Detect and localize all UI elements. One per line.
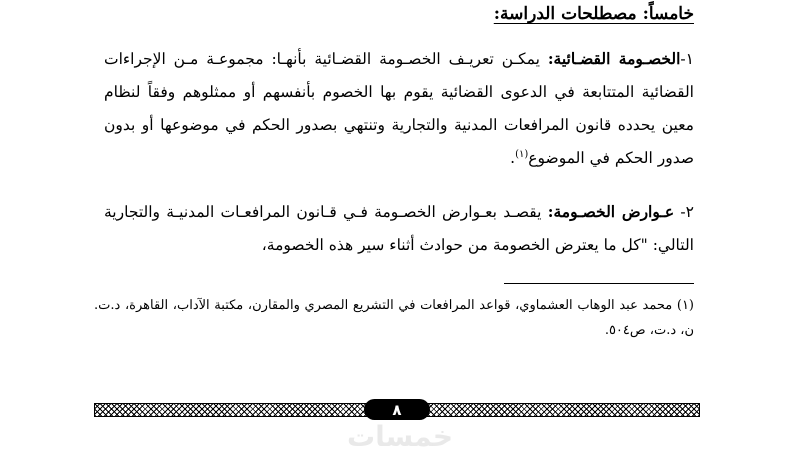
definition-litigation	[104, 42, 694, 175]
term-incidents: عـوارض الخصـومة:	[547, 202, 675, 221]
item-number: ٢-	[674, 203, 694, 221]
footnote-separator	[504, 283, 694, 284]
definition-text: يمكـن تعريـف الخصـومة القضـائية بأنهـا: مجموعـة مـن الإجراءات القضائية المتتابعة في الدعوى القضائية يقوم بها الخصوم بأنفسهم أو ممثلوهم وفقاً لنظام معين يحدده قانون المرافعات المدنية والتجارية وتنتهي بصدور الحكم في موضوعها أو بدون صدور الحكم في الموضوع	[104, 50, 694, 167]
section-heading: خامساً: مصطلحات الدراسة:	[493, 4, 694, 24]
definition-text: يقصـد بعـوارض الخصـومة فـي قـانون المرافعـات المدنيـة والتجارية التالي: "كل ما يعترض الخصومة من حوادث أثناء سير هذه الخصومة،	[104, 203, 694, 254]
term-litigation: الخصـومة القضـائية:	[547, 49, 681, 68]
footnote-reference[interactable]: (١)	[515, 148, 529, 160]
definition-incidents	[104, 195, 694, 262]
page-number: ٨	[364, 399, 430, 420]
footnote-text: محمد عبد الوهاب العشماوي، قواعد المرافعات في التشريع المصري والمقارن، مكتبة الآداب، القاهرة، د.ت. ن، د.ت، ص٥٠٤.	[94, 298, 694, 338]
watermark-logo: خمسات	[346, 420, 454, 453]
footnote-marker: (١)	[676, 298, 694, 313]
item-number: ١-	[680, 50, 694, 68]
footnote	[94, 293, 694, 343]
sentence-end: .	[510, 149, 516, 167]
